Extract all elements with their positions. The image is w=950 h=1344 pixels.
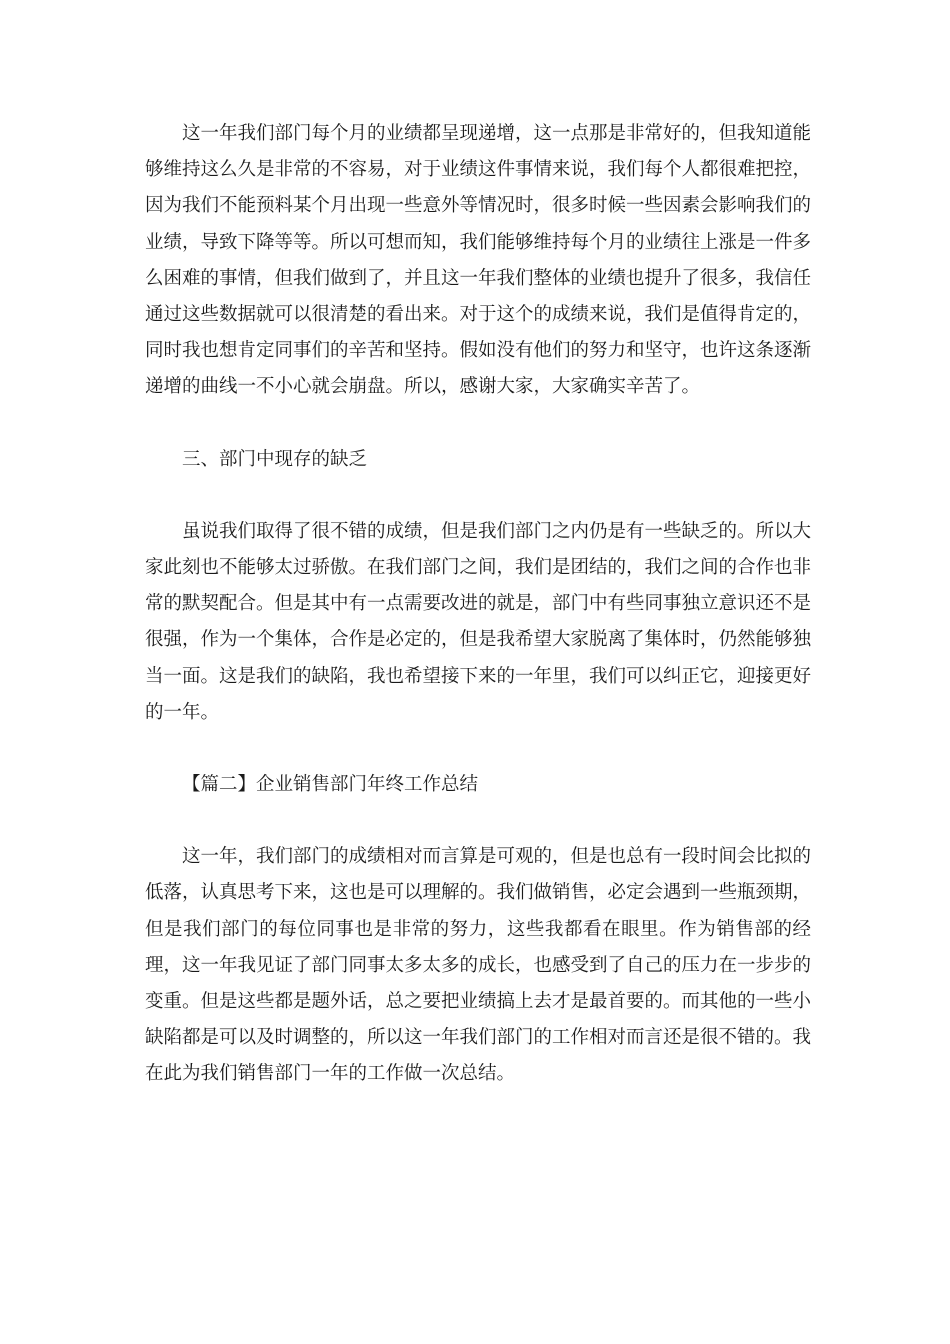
section-heading-shortcomings: 三、部门中现存的缺乏	[182, 448, 368, 470]
paragraph-shortcomings: 虽说我们取得了很不错的成绩，但是我们部门之内仍是有一些缺乏的。所以大家此刻也不能够太过骄傲。在我们部门之间，我们是团结的，我们之间的合作也非常的默契配合。但是其中有一点需要改进的就是，部门中有些同事独立意识还不是很强，作为一个集体，合作是必定的，但是我希望大家脱离了集体时，仍然能够独当一面。这是我们的缺陷，我也希望接下来的一年里，我们可以纠正它，迎接更好的一年。	[145, 520, 812, 723]
paragraph-spacer	[145, 731, 811, 767]
section-title-part-two: 【篇二】企业销售部门年终工作总结	[182, 774, 479, 796]
document-body	[145, 116, 811, 1093]
paragraph-performance-growth: 这一年我们部门每个月的业绩都呈现递增，这一点那是非常好的，但我知道能够维持这么久是非常的不容易，对于业绩这件事情来说，我们每个人都很难把控，因为我们不能预料某个月出现一些意外等情况时，很多时候一些因素会影响我们的业绩，导致下降等等。所以可想而知，我们能够维持每个月的业绩往上涨是一件多么困难的事情，但我们做到了，并且这一年我们整体的业绩也提升了很多，我信任通过这些数据就可以很清楚的看出来。对于这个的成绩来说，我们是值得肯定的，同时我也想肯定同事们的辛苦和坚持。假如没有他们的努力和坚守，也许这条逐渐递增的曲线一不小心就会崩盘。所以，感谢大家，大家确实辛苦了。	[145, 123, 812, 398]
paragraph-spacer	[145, 406, 811, 442]
paragraph-spacer	[145, 803, 811, 839]
paragraph-spacer	[145, 478, 811, 514]
paragraph-sales-summary: 这一年，我们部门的成绩相对而言算是可观的，但是也总有一段时间会比拟的低落，认真思考下来，这也是可以理解的。我们做销售，必定会遇到一些瓶颈期，但是我们部门的每位同事也是非常的努力，这些我都看在眼里。作为销售部的经理，这一年我见证了部门同事太多太多的成长，也感受到了自己的压力在一步步的变重。但是这些都是题外话，总之要把业绩搞上去才是最首要的。而其他的一些小缺陷都是可以及时调整的，所以这一年我们部门的工作相对而言还是很不错的。我在此为我们销售部门一年的工作做一次总结。	[145, 846, 812, 1085]
